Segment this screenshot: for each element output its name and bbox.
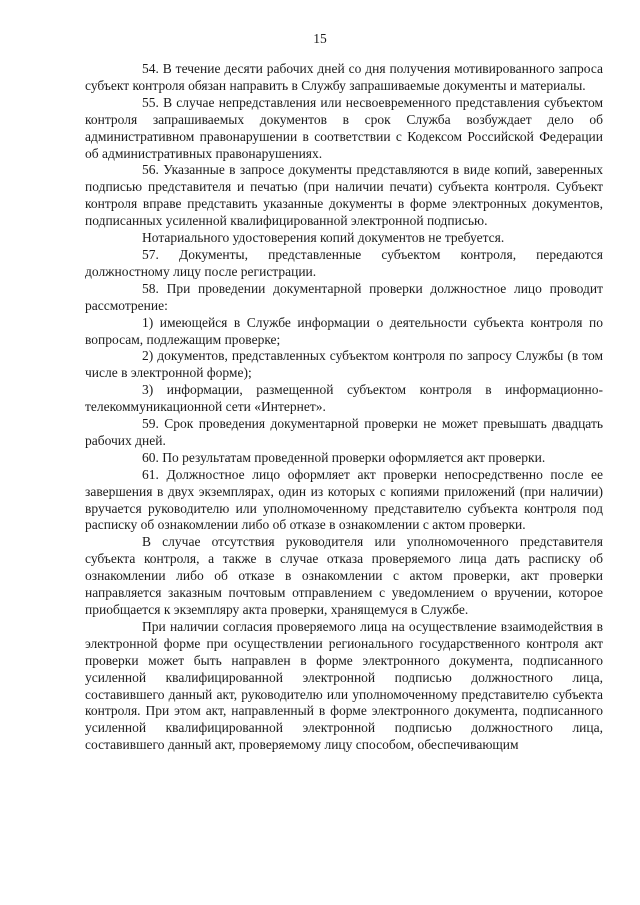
paragraph-61: 61. Должностное лицо оформляет акт проверки непосредственно после ее завершения в двух экземплярах, один из которых с копиями приложений (при наличии) вручается руководителю или уполномоченному представителю субъекта контроля под расписку об ознакомлении либо об отказе в ознакомлении с актом проверки. [85, 466, 603, 533]
paragraph-58: 58. При проведении документарной проверки должностное лицо проводит рассмотрение: [85, 280, 603, 313]
page-number: 15 [313, 31, 327, 46]
paragraph-58-item-1: 1) имеющейся в Службе информации о деятельности субъекта контроля по вопросам, подлежащим проверке; [85, 314, 603, 347]
paragraph-58-item-3: 3) информации, размещенной субъектом контроля в информационно-телекоммуникационной сети «Интернет». [85, 382, 603, 415]
paragraph-61-absence: В случае отсутствия руководителя или уполномоченного представителя субъекта контроля, а также в случае отказа проверяемого лица дать расписку об ознакомлении либо об отказе в ознакомлении с актом проверки, акт проверки направляется заказным почтовым отправлением с уведомлением о вручении, которое приобщается к экземпляру акта проверки, хранящемуся в Службе. [85, 534, 603, 617]
paragraph-60: 60. По результатам проведенной проверки оформляется акт проверки. [142, 449, 546, 465]
paragraph-56: 56. Указанные в запросе документы представляются в виде копий, заверенных подписью представителя и печатью (при наличии печати) субъекта контроля. Субъект контроля вправе представить указанные документы в форме электронных документов, подписанных усиленной квалифицированной электронной подписью. [85, 162, 603, 229]
paragraph-58-item-2: 2) документов, представленных субъектом контроля по запросу Службы (в том числе в электронной форме); [85, 348, 603, 381]
paragraph-54: 54. В течение десяти рабочих дней со дня получения мотивированного запроса субъект контроля обязан направить в Службу запрашиваемые документы и материалы. [85, 61, 603, 93]
document-body [85, 61, 603, 754]
paragraph-61-electronic: При наличии согласия проверяемого лица на осуществление взаимодействия в электронной форме при осуществлении регионального государственного контроля акт проверки может быть направлен в форме электронного документа, подписанного усиленной квалифицированной электронной подписью должностного лица, составившего данный акт, руководителю или уполномоченному представителю субъекта контроля. При этом акт, направленный в форме электронного документа, подписанного усиленной квалифицированной электронной подписью должностного лица, составившего данный акт, проверяемому лицу способом, обеспечивающим [85, 618, 603, 753]
paragraph-55: 55. В случае непредставления или несвоевременного представления субъектом контроля запрашиваемых документов в срок Служба возбуждает дело об административном правонарушении в соответствии с Кодексом Российской Федерации об административных правонарушениях. [85, 94, 603, 161]
paragraph-57: 57. Документы, представленные субъектом контроля, передаются должностному лицу после регистрации. [85, 246, 603, 279]
paragraph-59: 59. Срок проведения документарной проверки не может превышать двадцать рабочих дней. [85, 416, 603, 448]
paragraph-notary-note: Нотариального удостоверения копий документов не требуется. [142, 230, 505, 246]
